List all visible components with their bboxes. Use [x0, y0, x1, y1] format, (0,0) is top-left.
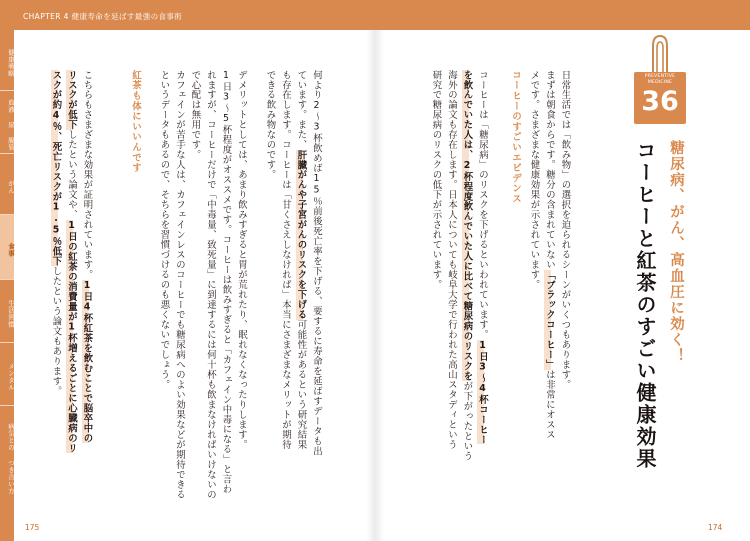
page-number-left: 175: [25, 523, 40, 532]
topic-number-badge: [634, 72, 686, 124]
tea-benefits-text: こちらもさまざまな効果が証明されています。1日4杯紅茶を飲むことで脳卒中の リスクが低下したという論文や、1日の紅茶の消費量が1杯増えるごとに心臓病のリ スクが約4％、死亡リスクが1.5％低下したという論文もあります。: [50, 70, 93, 453]
side-index-strip: [0, 30, 14, 541]
page-gutter: [366, 30, 384, 541]
side-tab-lifestyle[interactable]: 生活習慣: [7, 300, 15, 328]
chapter-label: CHAPTER 4 健康寿命を延ばす最強の食事術: [23, 12, 183, 21]
coffee-evidence-text: コーヒーは「糖尿病」のリスクを下げるといわれています。1日3〜4杯コーヒー を飲んでいた人は、2杯程度飲んでいた人に比べて糖尿病のリスクをが下がったという 海外の論文も存在します。日本人についても岐阜大学で行われた高山スタディという 研究で糖尿病のリスクの低下が示されています。: [430, 70, 488, 462]
page-number-right: 174: [708, 523, 723, 532]
binder-clip-icon: [648, 32, 672, 74]
coffee-drawbacks-text: デメリットとしては、あまり飲みすぎると胃が荒れたり、眠れなくなったりします。 1日3〜5杯程度がオススメです。コーヒーは飲みすぎると「カフェイン中毒になる」と言われますが、コーヒーだけで「中毒量、致死量」に到達するには何十杯も飲まなければいけないので心配は無用です。 カフェインが苦手な人は、カフェインレスのコーヒーでも糖尿病へのよい効果などが期待できるというデータもあるので、そちらを習慣づけるのも悪くないでしょう。: [158, 70, 247, 500]
side-tab-health-strategy[interactable]: 健康戦略: [7, 49, 15, 77]
page-title: コーヒーと紅茶のすごい健康効果: [633, 140, 657, 470]
section-heading-coffee: コーヒーのすごいエビデンス: [510, 70, 521, 204]
section-heading-tea: 紅茶も体にいいんです: [130, 70, 141, 173]
side-tab-diet[interactable]: 食事: [0, 215, 14, 279]
side-tab-blood[interactable]: 血液 尿 腸管: [7, 99, 15, 151]
header-band: [0, 0, 750, 30]
badge-caption: PREVENTIVE MEDICINE: [644, 74, 676, 85]
title-subtitle: 糖尿病、がん、高血圧に効く！: [668, 140, 684, 364]
intro-text: 日常生活では「飲み物」の選択を迫られるシーンがいくつもあります。 まずは朝食からです。糖分の含まれていない「ブラックコーヒー」は非常にオスス メです。さまざまな健康効果が示されています。: [528, 70, 571, 440]
badge-number: 36: [641, 86, 679, 117]
coffee-benefits-text: 何より2〜3杯飲めば15％前後死亡率を下げる、要するに寿命を延ばすデータも出 ています。また、肝臓がんや子宮がんのリスクを下げる可能性があるという研究結果 も存在します。コーヒーは「甘くさえしなければ」本当にさまざまなメリットが期待 できる飲み物なのです。: [264, 70, 322, 457]
side-tab-illness[interactable]: 病気との つき合い方: [7, 423, 15, 495]
side-tab-cancer[interactable]: がん: [7, 180, 15, 194]
side-tab-mental[interactable]: メンタル: [7, 363, 15, 391]
